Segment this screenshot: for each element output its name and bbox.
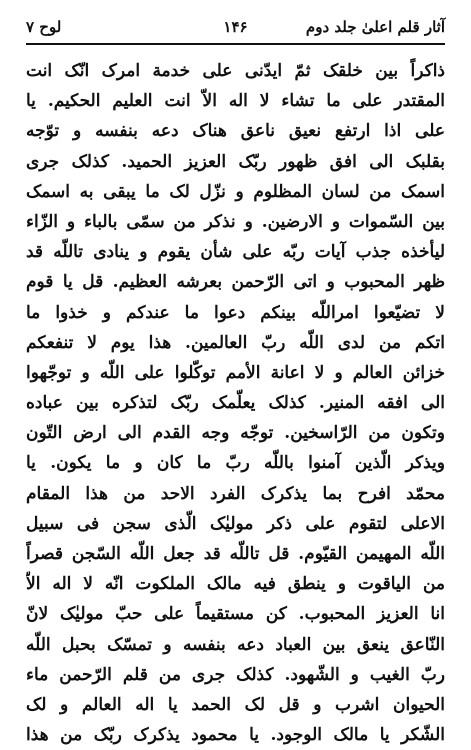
book-title: آثار قلم اعلیٰ جلد دوم — [305, 18, 445, 36]
text-line: علی اذا ارتفع نعیق ناعق هناک دعه بنفسه و توّجه — [26, 121, 445, 142]
text-line: ظهر المحبوب و اتی الرّحمن بعرشه العظیم. قل یا قوم — [26, 272, 445, 293]
text-line: الاعلی لتقوم علی ذکر مولیٰک الّذی سجن فی سبیل — [26, 513, 445, 534]
text-line: بقلبک الی افق ظهور ربّک العزیز الحمید. کذلک جری — [26, 151, 445, 172]
tablet-label: لوح ۷ — [26, 18, 62, 36]
text-line: ویذکر الّذین آمنوا باللّه ربّ ما کان و ما یکون. یا — [26, 453, 445, 474]
text-line: الشّکر یا مالک الوجود. یا محمود یذکرک ربّک من هذا — [26, 725, 445, 746]
text-line: لا تضیّعوا امراللّه بینکم دعوا ما عندکم و خذوا ما — [26, 302, 445, 323]
text-line: انا العزیز المحبوب. کن مستقیماً علی حبّ مولیٰک لانّ — [26, 604, 445, 625]
text-line: الی افقه المنیر. کذلک یعلّمک ربّک لتذکره بین عباده — [26, 393, 445, 414]
header-rule — [26, 43, 445, 45]
text-line: اللّه المهیمن القیّوم. قل تاللّه قد جعل اللّه السّجن قصراً — [26, 544, 445, 564]
text-line: خزائن العالم و لا اعانة الأمم توکّلوا علی اللّه و توجّهوا — [26, 362, 445, 383]
text-line: وتکون من الرّاسخین. توجّه وجه القدم الی ارض التّون — [26, 423, 445, 444]
text-line: الحیوان اشرب و قل لک الحمد یا اله العالم و لک — [26, 694, 445, 715]
text-line: المقتدر علی ما تشاء لا اله الاّ انت العلیم الحکیم. یا — [26, 91, 445, 112]
page-header — [26, 10, 445, 40]
page-number: ۱۴۶ — [223, 18, 248, 36]
text-line: بین السّموات و الارضین. و نذکر من سمّی بالباء و الزّاء — [26, 211, 445, 232]
text-line: من الیاقوت و ینطق فیه مالک الملکوت انّه لا اله الاّ — [26, 574, 445, 595]
body-text — [26, 56, 445, 750]
text-line: اتکم من لدی اللّه ربّ العالمین. هذا یوم لا تنفعکم — [26, 332, 445, 353]
text-line: ذاکراً بین خلقک ثمّ ایدّنی علی خدمة امرک انّک انت — [26, 61, 445, 81]
text-line: محمّد افرح بما یذکرک الفرد الاحد من هذا المقام — [26, 483, 445, 504]
text-line: لیأخذه جذب آیات ربّه علی شأن یقوم و ینادی تاللّه قد — [26, 242, 445, 263]
text-line: النّاعق ینعق بین العباد دعه بنفسه و تمسّک بحبل اللّه — [26, 634, 445, 655]
text-line: اسمک من لسان المظلوم و نزّل لک ما یبقی به اسمک — [26, 181, 445, 202]
text-line: ربّ الغیب و الشّهود. کذلک جری من قلم الرّحمن ماء — [26, 664, 445, 685]
